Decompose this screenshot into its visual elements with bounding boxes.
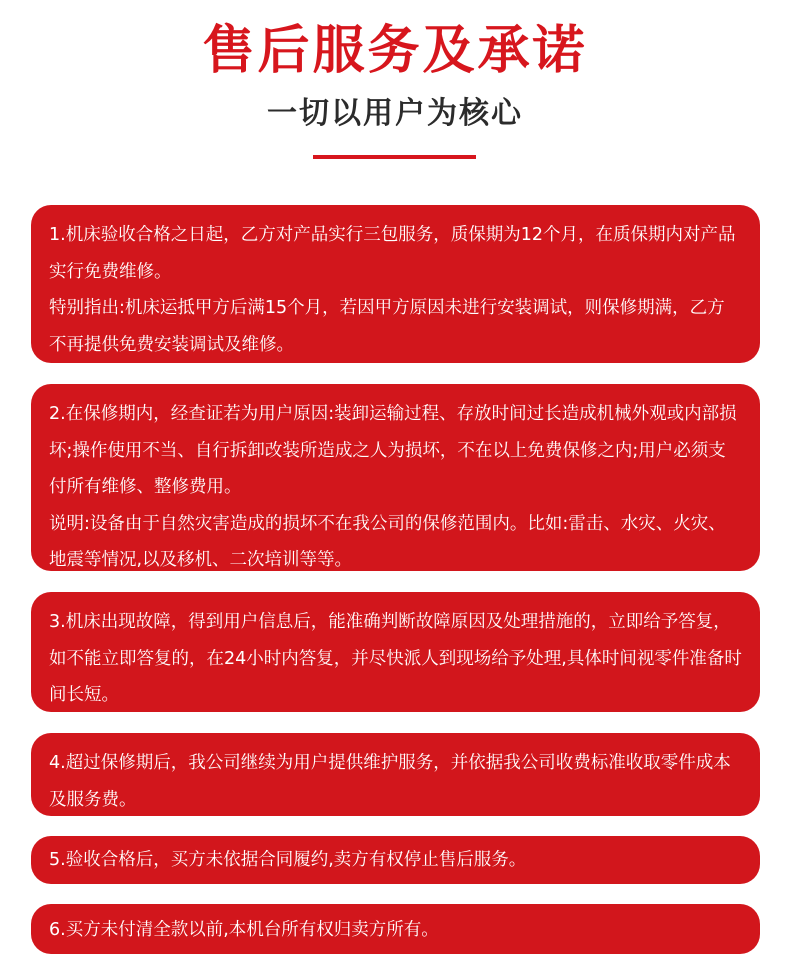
card-paragraph: 2.在保修期内，经查证若为用户原因:装卸运输过程、存放时间过长造成机械外观或内部损坏;操作使用不当、自行拆卸改装所造成之人为损坏，不在以上免费保修之内;用户必须支付所有维修、整修费用。 — [49, 404, 737, 497]
card-paragraph: 说明:设备由于自然灾害造成的损坏不在我公司的保修范围内。比如:雷击、水灾、火灾、地震等情况,以及移机、二次培训等等。 — [49, 513, 726, 570]
page-subtitle: 一切以用户为核心 — [267, 96, 523, 131]
service-card-4 — [31, 733, 760, 816]
card-paragraph: 6.买方未付清全款以前,本机台所有权归卖方所有。 — [49, 920, 439, 940]
card-paragraph: 3.机床出现故障，得到用户信息后，能准确判断故障原因及处理措施的，立即给予答复，如不能立即答复的，在24小时内答复，并尽快派人到现场给予处理,具体时间视零件准备时间长短。 — [49, 612, 742, 705]
service-card-2 — [31, 384, 760, 571]
card-paragraph: 特别指出:机床运抵甲方后满15个月，若因甲方原因未进行安装调试，则保修期满，乙方不再提供免费安装调试及维修。 — [49, 298, 725, 355]
service-card-6 — [31, 904, 760, 954]
card-paragraph: 5.验收合格后，买方未依据合同履约,卖方有权停止售后服务。 — [49, 850, 527, 870]
service-card-3 — [31, 592, 760, 712]
page-title: 售后服务及承诺 — [202, 21, 588, 81]
card-paragraph: 4.超过保修期后，我公司继续为用户提供维护服务，并依据我公司收费标准收取零件成本及服务费。 — [49, 753, 731, 810]
card-paragraph: 1.机床验收合格之日起，乙方对产品实行三包服务，质保期为12个月，在质保期内对产品实行免费维修。 — [49, 225, 736, 282]
service-card-5 — [31, 836, 760, 884]
service-card-1 — [31, 205, 760, 363]
title-divider — [313, 155, 476, 159]
